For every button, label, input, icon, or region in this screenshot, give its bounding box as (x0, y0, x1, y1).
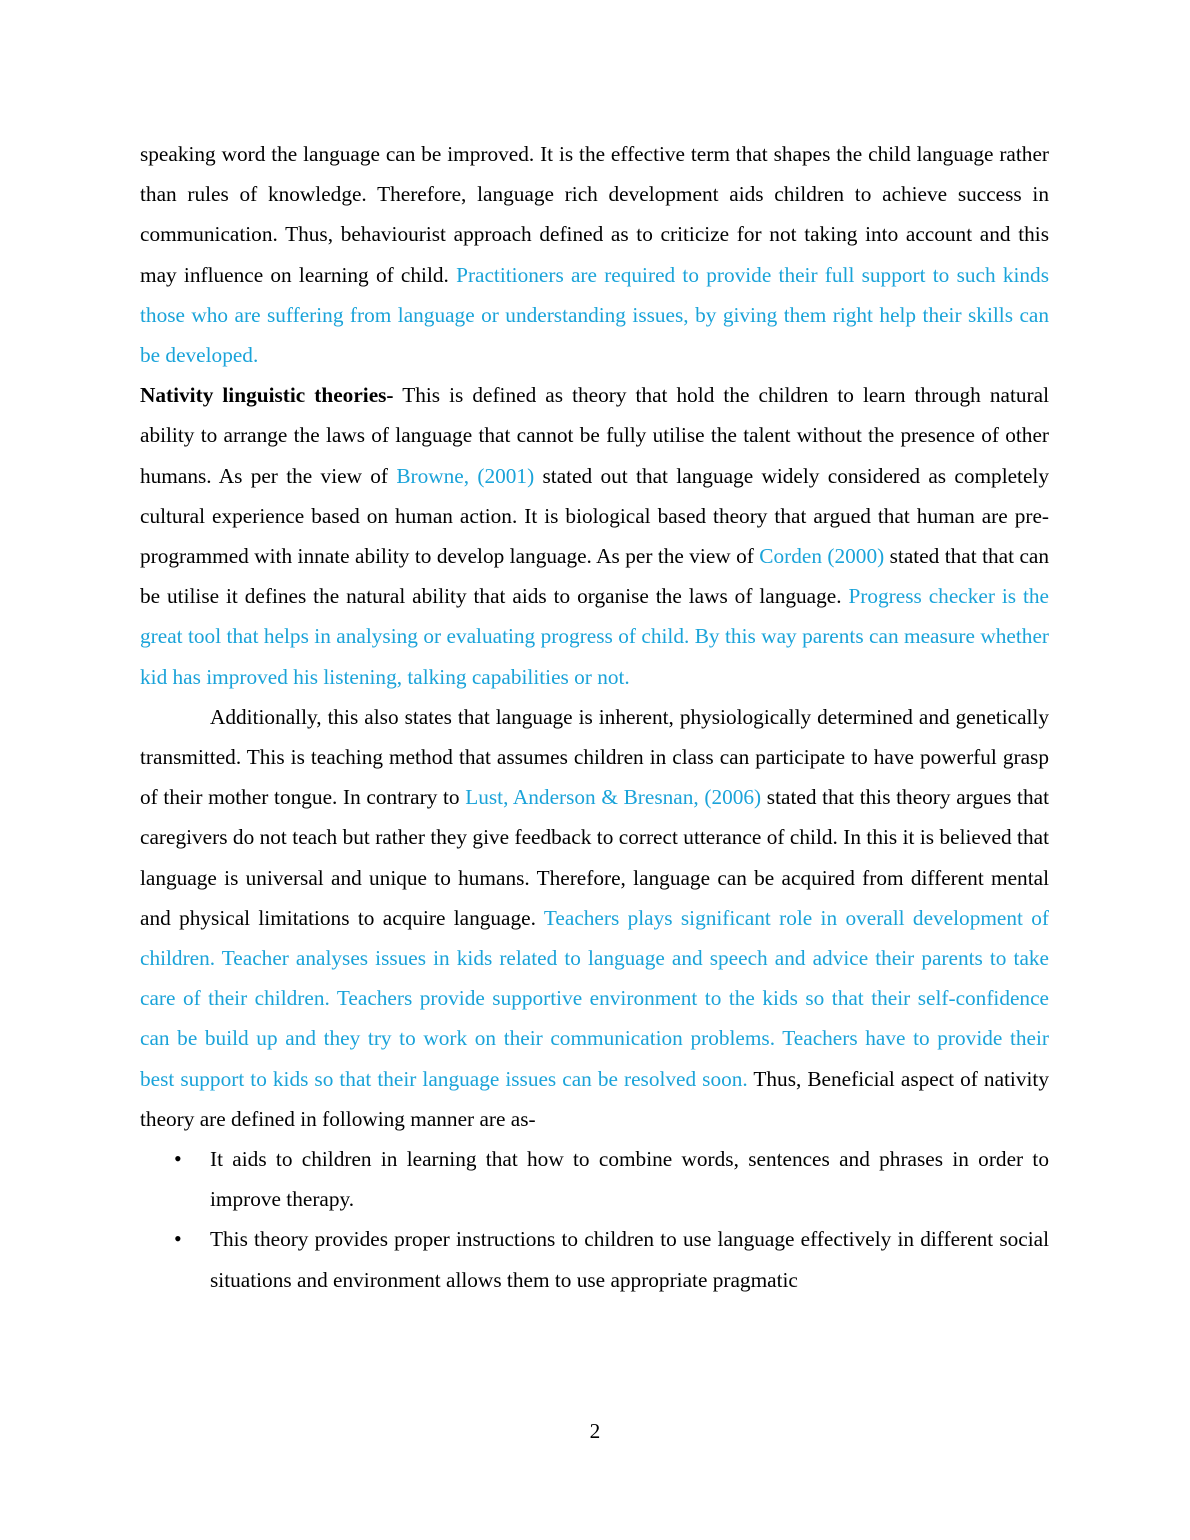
bullet-list (140, 1139, 1049, 1300)
paragraph-3 (140, 697, 1049, 1139)
body-text: stated out that language widely considered as completely cultural experience based on human action. It is biological based theory that argued that human are pre-programmed with innate ability to develop language. As per the view of (140, 463, 1049, 569)
body-text: This is defined as theory that hold the children to learn through natural ability to arrange the laws of language that cannot be fully utilise the talent without the presence of other humans. As per the view of (140, 383, 1049, 488)
body-text: Additionally, this also states that language is inherent, physiologically determined and genetically transmitted. This is teaching method that assumes children in class can participate to have powerful grasp of their mother tongue. In contrary to (140, 704, 1049, 810)
list-item-text: This theory provides proper instructions to children to use language effectively in different social situations and environment allows them to use appropriate pragmatic (210, 1227, 1049, 1292)
body-text: stated that that can be utilise it defines the natural ability that aids to organise the laws of language. (140, 544, 1049, 609)
body-text: stated that this theory argues that caregivers do not teach but rather they give feedback to correct utterance of child. In this it is believed that language is universal and unique to humans. Therefore, language can be acquired from different mental and physical limitations to acquire language. (140, 785, 1049, 930)
highlighted-text: Progress checker is the great tool that helps in analysing or evaluating progress of child. By this way parents can measure whether kid has improved his listening, talking capabilities or not. (140, 584, 1049, 689)
list-item (140, 1219, 1049, 1299)
highlighted-text: Practitioners are required to provide their full support to such kinds those who are suffering from language or understanding issues, by giving them right help their skills can be developed. (140, 262, 1049, 368)
citation: Corden (2000) (759, 544, 885, 569)
paragraph-2 (140, 375, 1049, 697)
highlighted-text: Teachers plays significant role in overall development of children. Teacher analyses issues in kids related to language and speech and advice their parents to take care of their children. Teachers provide supportive environment to the kids so that their self-confidence can be build up and they try to work on their communication problems. Teachers have to provide their best support to kids so that their language issues can be resolved soon. (140, 905, 1050, 1091)
document-body (140, 134, 1049, 1300)
bullet-icon: • (174, 1226, 182, 1252)
paragraph-1 (140, 134, 1049, 375)
list-item (140, 1139, 1049, 1219)
citation: Browne, (2001) (396, 463, 535, 488)
body-text: Thus, Beneficial aspect of nativity theory are defined in following manner are as- (140, 1066, 1049, 1131)
citation: Lust, Anderson & Bresnan, (2006) (465, 785, 762, 810)
page-number: 2 (589, 1419, 601, 1443)
list-item-text: It aids to children in learning that how to combine words, sentences and phrases in order to improve therapy. (210, 1147, 1049, 1212)
body-text: speaking word the language can be improved. It is the effective term that shapes the child language rather than rules of knowledge. Therefore, language rich development aids children to achieve success in communication. Thus, behaviourist approach defined as to criticize for not taking into account and this may influence on learning of child. (140, 142, 1049, 287)
bullet-icon: • (174, 1146, 182, 1172)
section-heading: Nativity linguistic theories- (140, 383, 394, 408)
